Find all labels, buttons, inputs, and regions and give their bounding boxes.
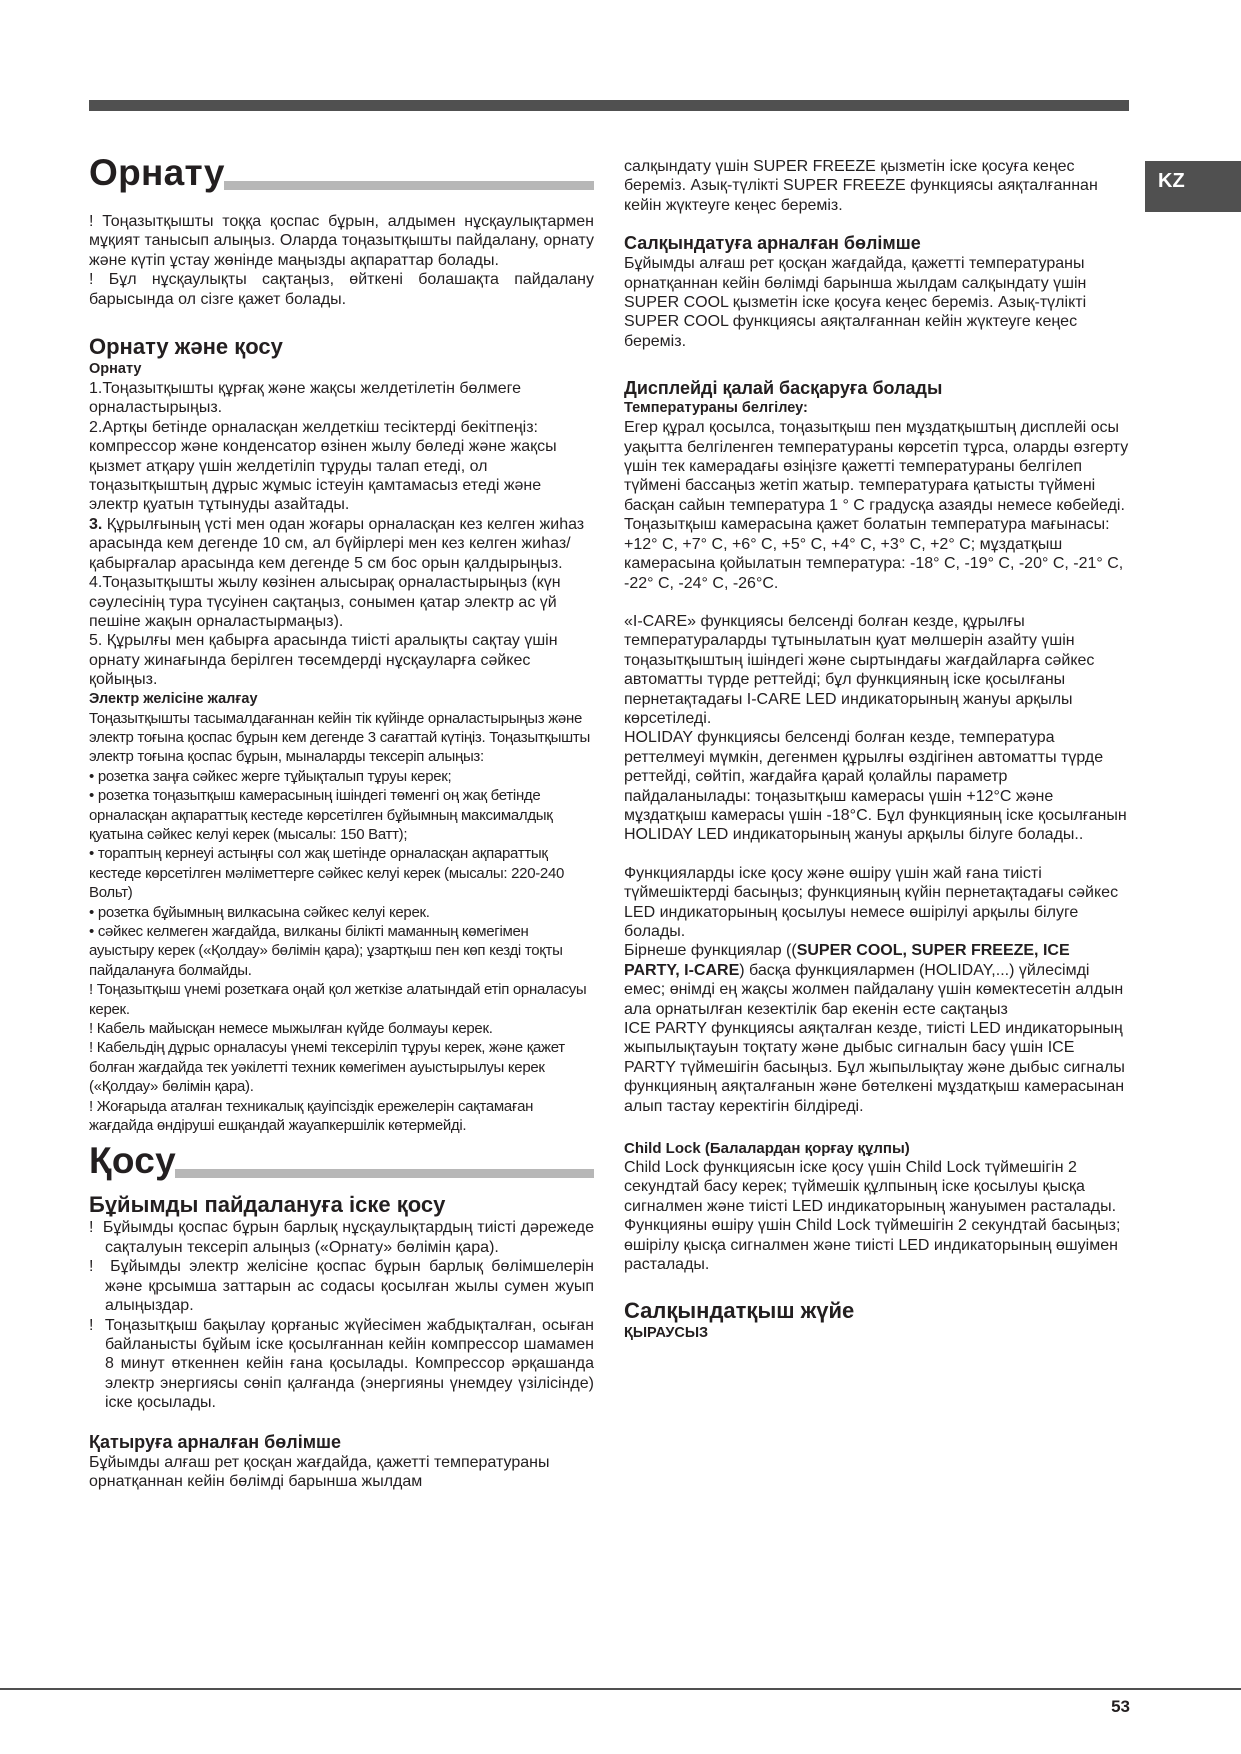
functions-compat-bold: SUPER COOL, SUPER FREEZE, ICE PARTY, I-CARE (624, 942, 1070, 979)
install-item-5: 5. Құрылғы мен қабырға арасында тиісті аралықты сақтау үшін орнату жинағында берілген төсемдерді нұсқауларға сәйкес қойыңыз. (89, 632, 558, 689)
electric-bullet-4: • розетка бұйымның вилкасына сәйкес келуі керек. (89, 903, 430, 921)
heading-kosu-block (89, 1140, 594, 1182)
install-item-3 (89, 515, 594, 573)
electric-note-1: ! Тоңазытқыш үнемі розеткаға оңай қол жеткізе алатындай етіп орналасуы керек. (89, 981, 587, 1018)
electric-bullet-3: • тораптың кернеуі астыңғы сол жақ шетінде орналасқан ақпараттық кестеде көрсетілген мәліметтерге сәйкес келуі керек (мысалы: 220-240 Вольт) (89, 845, 565, 902)
electric-note-2: ! Кабель майысқан немесе мыжылған күйде болмауы керек. (89, 1020, 493, 1038)
language-tab: KZ (1145, 161, 1241, 212)
heading-fridge-section: Салқындатуға арналған бөлімше (624, 233, 921, 254)
heading-kosu: Қосу (89, 1140, 177, 1182)
left-column (89, 153, 594, 1491)
fridge-text: Бұйымды алғаш рет қосқан жағдайда, қажетті температураны орнатқаннан кейін бөлімді барынша жылдам салқындату үшін SUPER COOL қызметін іске қосуға кеңес береміз. Азық-түлікті SUPER COOL функциясы аяқталғаннан кейін жүктеуге кеңес береміз. (624, 255, 1087, 350)
temp-setting-text: Егер құрал қосылса, тоңазытқыш пен мұздатқыштың дисплейі осы уақытта белгіленген температураны көрсетіп тұрса, оларды өзгерту үшін тек камерадағы өзіңізге қажетті температураны белгілеп түймені бассаңыз жетіп жатыр. температураға қатысты түймені басқан сайын температура 1 ° С градусқа азаяды немесе көбейеді. Тоңазытқыш камерасына қажет болатын температура мағынасы: +12° С, +7° С, +6° С, +5° С, +4° С, +3° С, +2° С; мұздатқыш камерасына қойылатын температура: -18° С, -19° С, -20° С, -21° С, -22° С, -24° С, -26°С. (624, 419, 1129, 592)
iceparty-text: ICE PARTY функциясы аяқталған кезде, тиісті LED индикаторының жыпылықтауын тоқтату және дыбыс сигналын басу үшін ICE PARTY түймешігін басыңыз. Бұл жыпылықтау және дыбыс сигналы функцияның аяқталғанын және бөтелкені мұздатқыш камерасынан алып тастау керектігін білдіреді. (624, 1020, 1125, 1115)
install-item-1: 1.Тоңазытқышты құрғақ және жақсы желдетілетін бөлмеге орналастырыңыз. (89, 380, 522, 417)
heading-ornatu: Орнату (89, 152, 225, 193)
electric-bullet-2: • розетка тоңазытқыш камерасының ішіндегі төменгі оң жақ бетінде орналасқан ақпараттық кестеде көрсетілген бұйымның максималдық қуатына сәйкес келуі керек (мысалы: 150 Ватт); (89, 787, 553, 843)
subheading-temp-setting: Температураны белгілеу: (624, 400, 808, 417)
heading-start-use: Бұйымды пайдалануға іске қосу (89, 1192, 446, 1218)
heading-cooling-system: Салқындатқыш жүйе (624, 1297, 855, 1323)
heading-display-control: Дисплейді қалай басқаруға болады (624, 378, 943, 399)
install-item-4: 4.Тоңазытқышты жылу көзінен алысырақ орналастырыңыз (күн сәулесінің тура түсуінен сақтаңыз, сонымен қатар электр ас үй пешіне жақын орналастырмаңыз). (89, 574, 561, 630)
start-note-1: ! Бұйымды қоспас бұрын барлық нұсқаулықтардың тиісті дәрежеде сақталуын тексеріп алыңыз («Орнату» бөлімін қара). (89, 1219, 594, 1256)
footer-rule (0, 1688, 1241, 1690)
holiday-text: HOLIDAY функциясы белсенді болған кезде, температура реттелмеуі мүмкін, дегенмен құрылғы өздігінен автоматты түрде реттейді, сөйтіп, жағдайға қарай қолайлы параметр пайдаланылады: тоңазытқыш камерасы үшін +12°С және мұздатқыш камерасы үшін -18°С. Бұл функцияның іске қосылғанын HOLIDAY LED индикаторының жануы арқылы білуге болады.. (624, 729, 1127, 844)
heading-rule (224, 181, 594, 190)
intro-para-1: ! Тоңазытқышты тоққа қоспас бұрын, алдымен нұсқаулықтармен мұқият танысып алыңыз. Оларда тоңазытқышты пайдалану, орнату және күтіп ұстау жөнінде маңызды ақпараттар болады. (89, 213, 594, 269)
heading-freezer-section: Қатыруға арналған бөлімше (89, 1431, 342, 1452)
heading-ornatu-block (89, 152, 594, 193)
start-note-2: ! Бұйымды электр желісіне қоспас бұрын барлық бөлімшелерін және қрсымша заттарын ас содасы қосылған жылы сумен жуып алыңыздар. (89, 1258, 594, 1315)
electric-bullet-5: • сәйкес келмеген жағдайда, вилканы білікті маманның көмегімен ауыстыру керек («Қолдау» бөлімін қара); ұзартқыш пен көп кезді тоқты пайдалануға болмайды. (89, 923, 563, 979)
child-lock-text-2: Функцияны өшіру үшін Child Lock түймешігін 2 секундтай басыңыз; өшірілу қысқа сигналмен және тиісті LED индикаторының өшуімен расталады. (624, 1217, 1121, 1274)
electric-intro: Тоңазытқышты тасымалдағаннан кейін тік күйінде орналастырыңыз және электр тоғына қоспас бұрын кем дегенде 3 сағаттай күтіңіз. Тоңазытқышты электр тоғына қоспас бұрын, мыналарды тексеріп алыңыз: (89, 709, 590, 766)
child-lock-text-1: Child Lock функциясын іске қосу үшін Child Lock түймешігін 2 секундтай басу керек; түймешік құлпының іске қосылуы қысқа сигналмен және тиісті LED индикаторының жануымен расталады. (624, 1159, 1117, 1215)
subheading-install: Орнату (89, 361, 142, 378)
subheading-electric: Электр желісіне жалғау (89, 690, 258, 707)
install-item-3-text: Құрылғының үсті мен одан жоғары орналасқан кез келген жиһаз арасында кем дегенде 10 см, ал бүйірлері мен кез келген жиһаз/қабырғалар арасында кем дегенде 5 см бос орын қалдырыңыз. (89, 515, 585, 572)
freezer-text: Бұйымды алғаш рет қосқан жағдайда, қажетті температураны орнатқаннан кейін бөлімді барынша жылдам (89, 1453, 550, 1490)
electric-note-3: ! Кабельдің дұрыс орналасуы үнемі тексеріліп тұруы керек, және қажет болған жағдайда тек уәкілетті техник көмегімен ауыстырылуы керек («Қолдау» бөлімін қара). (89, 1039, 565, 1096)
heading-rule (175, 1169, 594, 1178)
freezer-text-continued: салқындату үшін SUPER FREEZE қызметін іске қосуға кеңес береміз. Азық-түлікті SUPER FREEZE функциясы аяқталғаннан кейін жүктеуге кеңес береміз. (624, 158, 1098, 214)
functions-text: Функцияларды іске қосу және өшіру үшін жай ғана тиісті түймешіктерді басыңыз; функцияның күйін пернетақтадағы сәйкес LED индикаторының қосылуы немесе өшірілуі арқылы білуге болады. (624, 864, 1119, 940)
icare-text: «I-CARE» функциясы белсенді болған кезде, құрылғы температураларды тұтынылатын қуат мөлшерін азайту үшін тоңазытқыштың ішіндегі және сыртындағы жағдайларға сәйкес автоматты түрде реттейді; бұл функцияның іске қосылғаны пернетақтадағы I-CARE LED индикаторының жануы арқылы көрсетіледі. (624, 612, 1095, 727)
electric-bullet-1: • розетка заңға сәйкес жерге тұйықталып тұруы керек; (89, 767, 452, 785)
install-item-2: 2.Артқы бетінде орналасқан желдеткіш тесіктерді бекітпеңіз: компрессор және конденсатор өзінен жылу бөледі және жақсы қызмет атқару үшін желдетіліп тұруды талап етеді, ол тоңазытқыштың дұрыс жұмыс істеуін қамтамасыз етеді және электр қуатын тұтынуды азайтады. (89, 418, 557, 514)
subheading-child-lock: Child Lock (Балалардан қорғау құлпы) (624, 1140, 910, 1158)
functions-compat-text: Бірнеше функциялар ((SUPER COOL, SUPER FREEZE, ICE PARTY, I-CARE) басқа функциялармен (HOLIDAY,...) үйлесімді емес; өнімді ең жақсы жолмен пайдалану үшін көмектесетін алдын ала орнатылған кезектілік бар екенін есте сақтаңыз (624, 942, 1124, 1018)
right-column (624, 153, 1129, 1343)
start-note-3: ! Тоңазытқыш бақылау қорғаныс жүйесімен жабдықталған, осыған байланысты бұйым іске қосылғаннан кейін компрессор шамамен 8 минут өткеннен кейін ғана қосылады. Компрессор әрқашанда электр энергиясы сөніп қалғанда (энергияны үнемдеу үзілісінде) іске қосылады. (89, 1316, 594, 1412)
subheading-frost-free: ҚЫРАУСЫЗ (624, 1324, 709, 1341)
heading-install-connect: Орнату және қосу (89, 334, 283, 360)
top-rule (89, 100, 1129, 111)
intro-para-2: ! Бұл нұсқаулықты сақтаңыз, өйткені болашақта пайдалану барысында ол сізге қажет болады. (89, 271, 594, 308)
install-item-3-num: 3. (89, 515, 103, 533)
page-number: 53 (1111, 1697, 1130, 1716)
electric-note-4: ! Жоғарыда аталған техникалық қауіпсіздік ережелерін сақтамаған жағдайда өндіруші ешқандай жауапкершілік көтермейді. (89, 1097, 534, 1135)
